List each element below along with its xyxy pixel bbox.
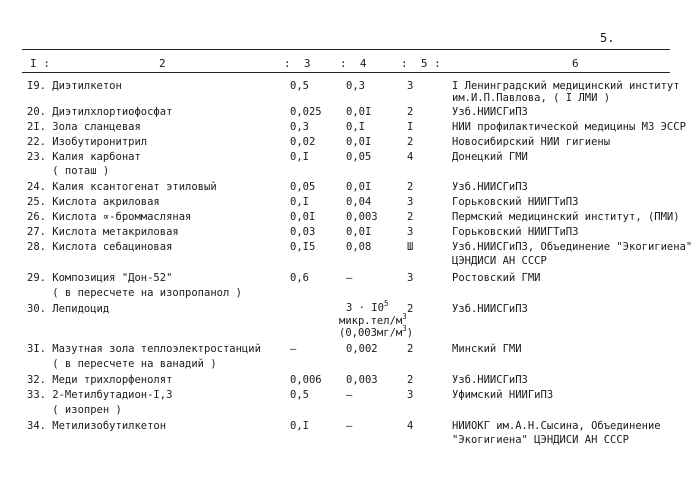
cell-c6: Горьковский НИИГТиПЗ <box>452 196 579 208</box>
cell-c5: Ш <box>407 241 414 253</box>
cell-c1: 30. Лепидоцид <box>27 303 110 315</box>
cell-c4: 0,I <box>346 121 365 133</box>
cell-c6: Ростовский ГМИ <box>452 272 541 284</box>
cell-c4: 0,05 <box>346 151 372 163</box>
table-row <box>0 255 700 269</box>
cell-c4: 0,0I <box>346 226 372 238</box>
table-row <box>0 151 700 165</box>
cell-c4: – <box>346 420 353 432</box>
lepidocid-norm-line3: $(0,003мг/м^3)$ <box>339 324 414 339</box>
cell-c3: 0,025 <box>290 106 322 118</box>
cell-c5: 2 <box>407 136 414 148</box>
table-row <box>0 181 700 195</box>
cell-c4: 0,04 <box>346 196 372 208</box>
cell-c5: 3 <box>407 196 414 208</box>
table-row <box>0 358 700 372</box>
table-row <box>0 121 700 135</box>
cell-c3: 0,3 <box>290 121 309 133</box>
cell-c6: Пермский медицинский институт, (ПМИ) <box>452 211 680 223</box>
cell-c6: Узб.НИИСГиПЗ <box>452 106 528 118</box>
cell-c5: I <box>407 121 414 133</box>
cell-c1: 26. Кислота ∝-броммасляная <box>27 211 192 223</box>
cell-c6: Минский ГМИ <box>452 343 522 355</box>
cell-c4: – <box>346 389 353 401</box>
table-row <box>0 272 700 286</box>
cell-c5: 2 <box>407 374 414 386</box>
cell-c5: 2 <box>407 303 414 315</box>
cell-c4: 0,003 <box>346 374 378 386</box>
cell-c4: – <box>346 272 353 284</box>
cell-c3: 0,5 <box>290 80 309 92</box>
table-top-rule <box>22 49 670 50</box>
cell-c6: Узб.НИИСГиПЗ <box>452 303 528 315</box>
cell-c5: 4 <box>407 420 414 432</box>
cell-c3: 0,6 <box>290 272 309 284</box>
header-col6: 6 <box>572 57 579 70</box>
cell-c5: 2 <box>407 181 414 193</box>
cell-c6: НИИОКГ им.А.Н.Сысина, Объединение <box>452 420 661 432</box>
cell-c5: 2 <box>407 106 414 118</box>
cell-c5: 2 <box>407 211 414 223</box>
cell-c3: 0,006 <box>290 374 322 386</box>
cell-c3: 0,02 <box>290 136 316 148</box>
cell-c1: ( изопрен ) <box>27 404 122 416</box>
cell-c6: Горьковский НИИГТиПЗ <box>452 226 579 238</box>
cell-c1: 33. 2-Метилбутадион-I,3 <box>27 389 173 401</box>
lepidocid-norm-line1: $3 \cdot I0^5$ <box>346 299 389 314</box>
page-number: 5. <box>600 31 615 45</box>
cell-c1: 22. Изобутиронитрил <box>27 136 148 148</box>
cell-c1: 27. Кислота метакриловая <box>27 226 179 238</box>
cell-c6: НИИ профилактической медицины МЗ ЭССР <box>452 121 686 133</box>
table-row <box>0 211 700 225</box>
table-row <box>0 226 700 240</box>
table-row <box>0 196 700 210</box>
cell-c1: 25. Кислота акриловая <box>27 196 160 208</box>
cell-c1: 28. Кислота себациновая <box>27 241 173 253</box>
cell-c4: 0,002 <box>346 343 378 355</box>
table-row <box>0 434 700 448</box>
cell-c5: 3 <box>407 80 414 92</box>
cell-c6: I Ленинградский медицинский институт <box>452 80 680 92</box>
lepidocid-norm-line2: $микр.тел/м^3$ <box>339 312 407 327</box>
cell-c5: 3 <box>407 272 414 284</box>
cell-c3: 0,I <box>290 196 309 208</box>
table-row <box>0 420 700 434</box>
table-row <box>0 343 700 357</box>
cell-c3: 0,5 <box>290 389 309 401</box>
cell-c3: 0,0I <box>290 211 316 223</box>
table-row <box>0 165 700 179</box>
table-row <box>0 404 700 418</box>
header-col3: : 3 <box>284 57 311 70</box>
cell-c3: 0,I <box>290 151 309 163</box>
cell-c1: 24. Калия ксантогенат этиловый <box>27 181 217 193</box>
table-row <box>0 389 700 403</box>
cell-c3: 0,05 <box>290 181 316 193</box>
cell-c6: ЦЭНДИСИ АН СССР <box>452 255 547 267</box>
cell-c1: 3I. Мазутная зола теплоэлектростанций <box>27 343 261 355</box>
cell-c5: 3 <box>407 389 414 401</box>
header-col2: 2 <box>159 57 166 70</box>
header-col4: : 4 <box>340 57 367 70</box>
cell-c6: Донецкий ГМИ <box>452 151 528 163</box>
table-row <box>0 136 700 150</box>
cell-c4: 0,0I <box>346 136 372 148</box>
cell-c4: 0,003 <box>346 211 378 223</box>
cell-c4: 0,08 <box>346 241 372 253</box>
header-col5: : 5 : <box>401 57 441 70</box>
cell-c1: ( поташ ) <box>27 165 110 177</box>
header-bottom-rule <box>22 72 670 73</box>
cell-c5: 4 <box>407 151 414 163</box>
cell-c1: 29. Композиция "Дон-52" <box>27 272 173 284</box>
cell-c6: Узб.НИИСГиПЗ <box>452 181 528 193</box>
cell-c3: 0,I <box>290 420 309 432</box>
cell-c3: 0,03 <box>290 226 316 238</box>
cell-c3: – <box>290 343 297 355</box>
table-row <box>0 106 700 120</box>
cell-c6: Новосибирский НИИ гигиены <box>452 136 611 148</box>
cell-c4: 0,3 <box>346 80 365 92</box>
cell-c5: 2 <box>407 343 414 355</box>
cell-c6: Уфимский НИИГиПЗ <box>452 389 554 401</box>
cell-c1: 20. Диэтилхлортиофосфат <box>27 106 173 118</box>
cell-c1: ( в пересчете на ванадий ) <box>27 358 217 370</box>
table-row <box>0 374 700 388</box>
cell-c3: 0,I5 <box>290 241 316 253</box>
cell-c1: 32. Меди трихлорфенолят <box>27 374 173 386</box>
cell-c1: 34. Метилизобутилкетон <box>27 420 167 432</box>
cell-c4: 0,0I <box>346 106 372 118</box>
cell-c6: "Экогигиена" ЦЭНДИСИ АН СССР <box>452 434 630 446</box>
table-row <box>0 241 700 255</box>
cell-c6: им.И.П.Павлова, ( I ЛМИ ) <box>452 92 611 104</box>
cell-c6: Узб.НИИСГиПЗ <box>452 374 528 386</box>
cell-c1: 23. Калия карбонат <box>27 151 141 163</box>
table-row <box>0 92 700 106</box>
cell-c1: 2I. Зола сланцевая <box>27 121 141 133</box>
cell-c4: 0,0I <box>346 181 372 193</box>
cell-c5: 3 <box>407 226 414 238</box>
cell-c1: I9. Диэтилкетон <box>27 80 122 92</box>
table-row <box>0 287 700 301</box>
cell-c6: Узб.НИИСГиПЗ, Объединение "Экогигиена" <box>452 241 693 253</box>
cell-c1: ( в пересчете на изопропанол ) <box>27 287 242 299</box>
header-col1: I : <box>30 57 50 70</box>
